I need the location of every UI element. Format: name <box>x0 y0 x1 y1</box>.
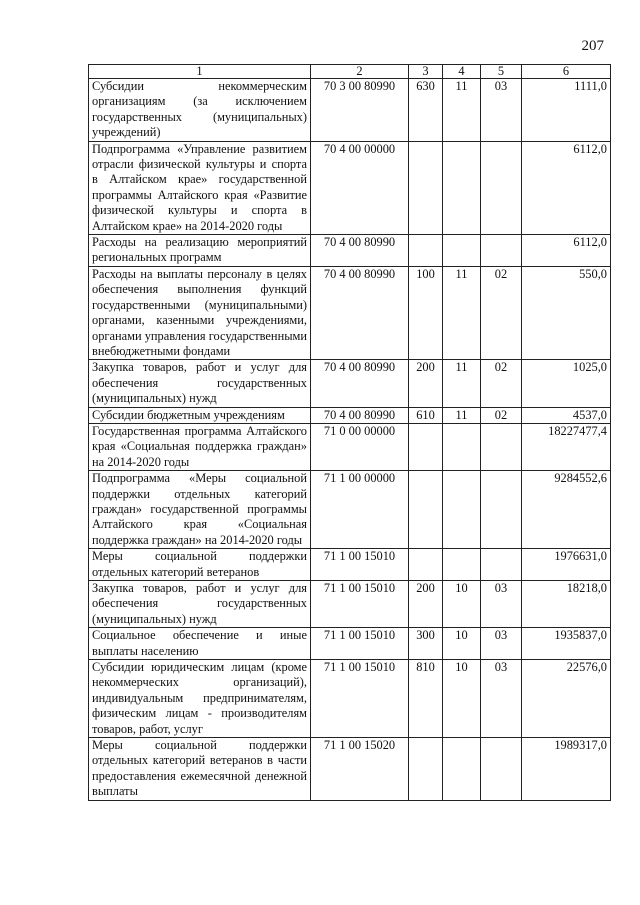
column-header: 4 <box>443 65 481 79</box>
row-section <box>443 141 481 234</box>
row-expense-type: 100 <box>409 266 443 359</box>
row-amount: 18218,0 <box>522 581 611 628</box>
row-description: Закупка товаров, работ и услуг для обеспечения государственных (муниципальных) нужд <box>89 581 311 628</box>
row-code: 71 1 00 15010 <box>311 628 409 660</box>
row-code: 71 1 00 15010 <box>311 549 409 581</box>
row-subsection <box>481 423 522 470</box>
row-amount: 18227477,4 <box>522 423 611 470</box>
column-header: 6 <box>522 65 611 79</box>
column-header: 2 <box>311 65 409 79</box>
row-expense-type <box>409 423 443 470</box>
table-row <box>89 235 611 267</box>
row-expense-type: 200 <box>409 581 443 628</box>
row-description: Закупка товаров, работ и услуг для обеспечения государственных (муниципальных) нужд <box>89 360 311 407</box>
row-amount: 1025,0 <box>522 360 611 407</box>
table-row <box>89 628 611 660</box>
table-row <box>89 266 611 359</box>
row-amount: 550,0 <box>522 266 611 359</box>
table-row <box>89 79 611 142</box>
table-row <box>89 360 611 407</box>
row-code: 71 1 00 15010 <box>311 581 409 628</box>
table-row <box>89 660 611 738</box>
row-subsection: 02 <box>481 266 522 359</box>
page-number: 207 <box>581 38 604 54</box>
row-expense-type: 610 <box>409 407 443 423</box>
row-description: Субсидии бюджетным учреждениям <box>89 407 311 423</box>
row-expense-type: 810 <box>409 660 443 738</box>
row-amount: 6112,0 <box>522 235 611 267</box>
row-section <box>443 738 481 801</box>
row-description: Расходы на реализацию мероприятий региональных программ <box>89 235 311 267</box>
row-amount: 1935837,0 <box>522 628 611 660</box>
row-code: 70 4 00 80990 <box>311 407 409 423</box>
row-section <box>443 423 481 470</box>
row-section: 11 <box>443 407 481 423</box>
row-description: Субсидии некоммерческим организациям (за исключением государственных (муниципальных) учреждений) <box>89 79 311 142</box>
row-subsection <box>481 738 522 801</box>
row-expense-type: 300 <box>409 628 443 660</box>
row-section: 11 <box>443 79 481 142</box>
row-code: 71 1 00 15020 <box>311 738 409 801</box>
row-expense-type <box>409 141 443 234</box>
row-description: Расходы на выплаты персоналу в целях обеспечения выполнения функций государственными (муниципальными) органами, казенными учреждениями, органами управления государственными внебюджетными фондами <box>89 266 311 359</box>
row-section <box>443 549 481 581</box>
row-amount: 22576,0 <box>522 660 611 738</box>
row-expense-type <box>409 549 443 581</box>
row-section: 11 <box>443 360 481 407</box>
row-description: Субсидии юридическим лицам (кроме некоммерческих организаций), индивидуальным предпринимателям, физическим лицам - производителям товаров, работ, услуг <box>89 660 311 738</box>
row-expense-type <box>409 738 443 801</box>
row-section <box>443 235 481 267</box>
row-description: Социальное обеспечение и иные выплаты населению <box>89 628 311 660</box>
row-section: 10 <box>443 581 481 628</box>
column-header: 1 <box>89 65 311 79</box>
row-subsection <box>481 235 522 267</box>
row-code: 71 0 00 00000 <box>311 423 409 470</box>
table-row <box>89 471 611 549</box>
table-row <box>89 581 611 628</box>
budget-table <box>88 64 611 801</box>
row-description: Подпрограмма «Управление развитием отрасли физической культуры и спорта в Алтайском крае» государственной программы Алтайского края «Развитие физической культуры и спорта в Алтайском крае» на 2014-2020 годы <box>89 141 311 234</box>
table-row <box>89 423 611 470</box>
row-subsection: 03 <box>481 628 522 660</box>
row-section: 10 <box>443 660 481 738</box>
row-amount: 4537,0 <box>522 407 611 423</box>
row-amount: 1976631,0 <box>522 549 611 581</box>
row-section: 11 <box>443 266 481 359</box>
column-header: 3 <box>409 65 443 79</box>
row-subsection: 03 <box>481 581 522 628</box>
row-expense-type <box>409 235 443 267</box>
row-expense-type: 630 <box>409 79 443 142</box>
row-subsection <box>481 471 522 549</box>
table-header <box>89 65 611 79</box>
row-subsection: 03 <box>481 79 522 142</box>
row-subsection <box>481 549 522 581</box>
row-description: Государственная программа Алтайского края «Социальная поддержка граждан» на 2014-2020 годы <box>89 423 311 470</box>
row-subsection: 02 <box>481 360 522 407</box>
header-row <box>89 65 611 79</box>
table-row <box>89 407 611 423</box>
row-description: Меры социальной поддержки отдельных категорий ветеранов <box>89 549 311 581</box>
table-row <box>89 549 611 581</box>
row-section: 10 <box>443 628 481 660</box>
row-subsection <box>481 141 522 234</box>
row-expense-type: 200 <box>409 360 443 407</box>
row-subsection: 03 <box>481 660 522 738</box>
row-amount: 1989317,0 <box>522 738 611 801</box>
table-row <box>89 141 611 234</box>
row-description: Подпрограмма «Меры социальной поддержки отдельных категорий граждан» государственной программы Алтайского края «Социальная поддержка граждан» на 2014-2020 годы <box>89 471 311 549</box>
row-subsection: 02 <box>481 407 522 423</box>
row-amount: 6112,0 <box>522 141 611 234</box>
row-code: 71 1 00 00000 <box>311 471 409 549</box>
row-amount: 9284552,6 <box>522 471 611 549</box>
row-section <box>443 471 481 549</box>
row-description: Меры социальной поддержки отдельных категорий ветеранов в части предоставления ежемесячной денежной выплаты <box>89 738 311 801</box>
row-code: 70 4 00 80990 <box>311 235 409 267</box>
row-expense-type <box>409 471 443 549</box>
row-amount: 1111,0 <box>522 79 611 142</box>
table-row <box>89 738 611 801</box>
table-body <box>89 79 611 801</box>
row-code: 70 4 00 80990 <box>311 266 409 359</box>
row-code: 70 4 00 00000 <box>311 141 409 234</box>
row-code: 70 3 00 80990 <box>311 79 409 142</box>
row-code: 70 4 00 80990 <box>311 360 409 407</box>
column-header: 5 <box>481 65 522 79</box>
row-code: 71 1 00 15010 <box>311 660 409 738</box>
